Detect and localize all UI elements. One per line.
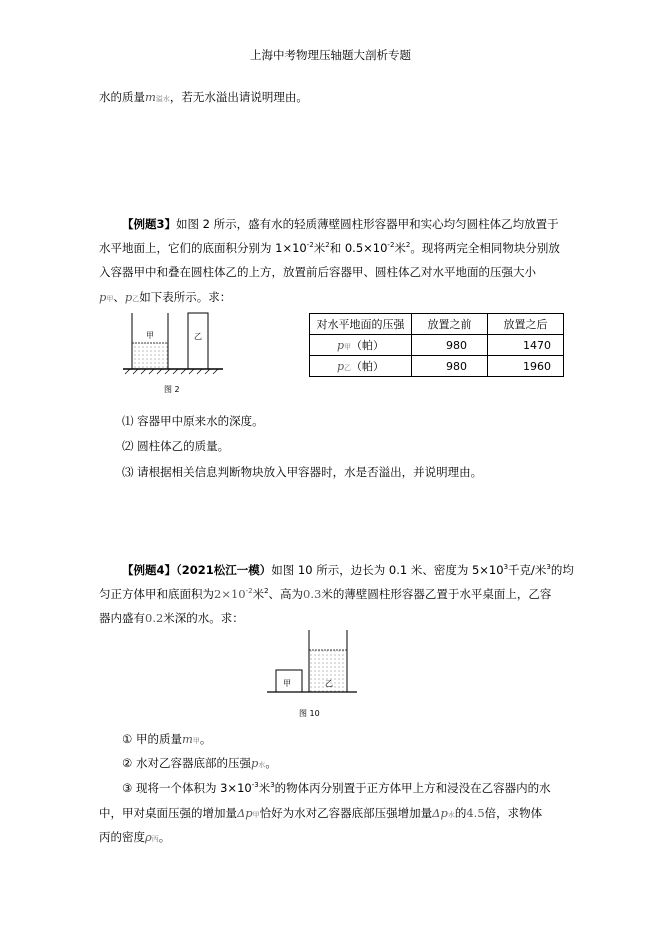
table-row [310, 335, 564, 356]
ex4-source: （2021松江一模） [176, 563, 272, 577]
water [132, 343, 168, 369]
ex4-question-3-line2: 中，甲对桌面压强的增加量Δp甲恰好为水对乙容器底部压强增加量Δp水的4.5倍，求物体 [99, 806, 543, 820]
table-header: 对水平地面的压强 [310, 314, 412, 335]
table-header: 放置之前 [412, 314, 488, 335]
figure-10 [262, 626, 362, 696]
table-cell: 980 [412, 356, 488, 377]
ex3-line1: 【例题3】如图 2 所示，盛有水的轻质薄壁圆柱形容器甲和实心均匀圆柱体乙均放置于 [122, 217, 559, 231]
table-cell: p甲（帕） [310, 335, 412, 356]
fig10-caption: 图 10 [299, 709, 320, 718]
ex4-label: 【例题4】 [122, 563, 177, 577]
ex4-question-1: ① 甲的质量m甲。 [122, 732, 212, 746]
fig2-label-yi: 乙 [194, 332, 202, 341]
page-header: 上海中考物理压轴题大剖析专题 [250, 48, 411, 62]
ex3-line2: 水平地面上，它们的底面积分别为 $1\times 10^{-2}$米$^2$和 $0.5\times 10^{-2}$米$^2$。现将两完全相同物块分别放 [99, 241, 560, 255]
table-cell: 980 [412, 335, 488, 356]
ex3-line3: 入容器甲中和叠在圆柱体乙的上方，放置前后容器甲、圆柱体乙对水平地面的压强大小 [99, 265, 536, 279]
ex4-line2: 匀正方体甲和底面积为$2\times 10^{-2}$米$^2$、高为0.3米的薄壁圆柱形容器乙置于水平桌面上，乙容 [99, 587, 552, 601]
ex3-question-2: ⑵ 圆柱体乙的质量。 [122, 439, 230, 453]
table-header-row [310, 314, 564, 335]
ex4-question-2: ② 水对乙容器底部的压强p水。 [122, 756, 277, 770]
ex3-label: 【例题3】 [122, 217, 177, 231]
fig10-label-yi: 乙 [325, 679, 333, 688]
table-row [310, 356, 564, 377]
fig2-caption: 图 2 [164, 385, 180, 394]
fig2-label-jia: 甲 [146, 331, 154, 340]
ex3-question-3: ⑶ 请根据相关信息判断物块放入甲容器时，水是否溢出，并说明理由。 [122, 465, 483, 479]
table-cell: 1960 [488, 356, 564, 377]
container-jia [132, 313, 168, 369]
ex3-line4: p甲、p乙如下表所示。求： [99, 290, 232, 304]
fig10-label-jia: 甲 [283, 679, 291, 688]
ex3-question-1: ⑴ 容器甲中原来水的深度。 [122, 414, 264, 428]
table-header: 放置之后 [488, 314, 564, 335]
table-cell: 1470 [488, 335, 564, 356]
ex4-line1: 【例题4】（2021松江一模）如图 10 所示，边长为 0.1 米、密度为 $5\times 10^3$千克/米$^3$的均 [122, 563, 574, 577]
prev-question-tail: 水的质量m溢水，若无水溢出请说明理由。 [99, 90, 308, 104]
ex4-question-3-line3: 丙的密度ρ丙。 [99, 830, 171, 844]
ex4-question-3-line1: ③ 现将一个体积为 $3\times 10^{-3}$米$^3$的物体丙分别置于正方体甲上方和浸没在乙容器内的水 [122, 781, 551, 795]
table-cell: p乙（帕） [310, 356, 412, 377]
pressure-table [309, 313, 564, 377]
ex4-line3: 器内盛有0.2米深的水。求： [99, 611, 244, 625]
figure-2 [118, 310, 228, 380]
